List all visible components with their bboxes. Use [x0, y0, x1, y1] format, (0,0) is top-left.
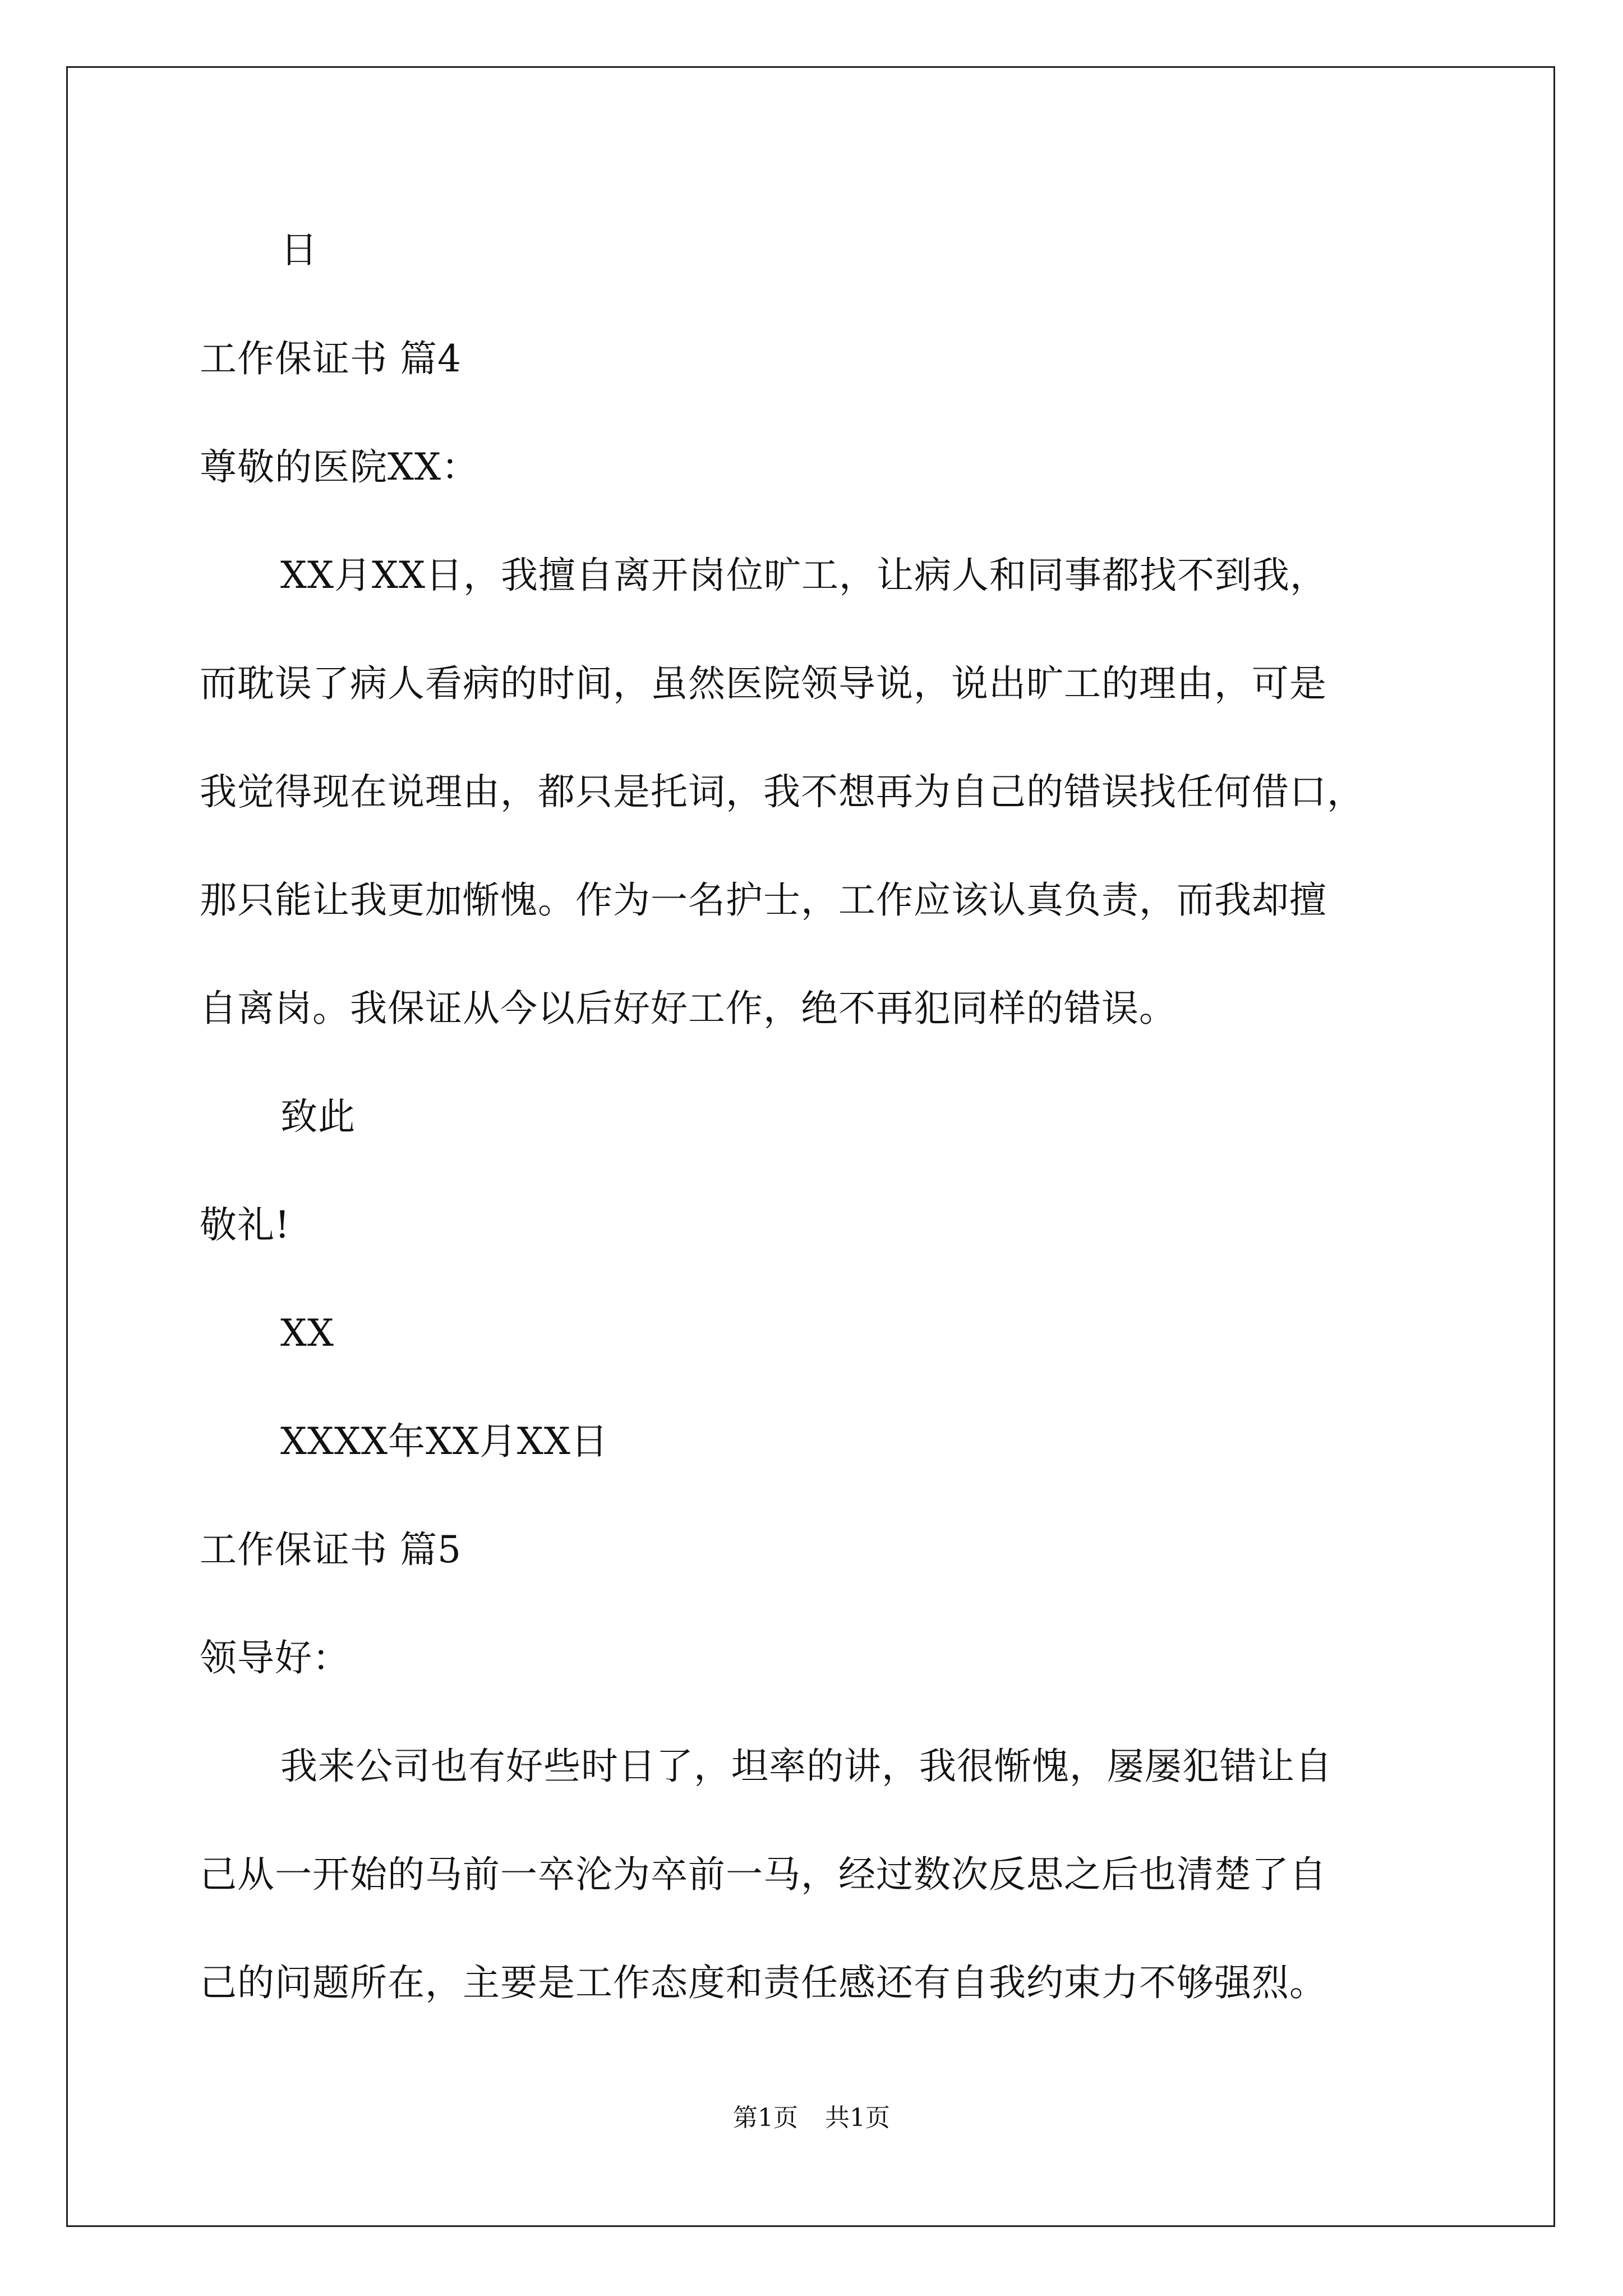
page-total: 共1页 — [825, 2104, 890, 2132]
body-2-line-3: 己的问题所在，主要是工作态度和责任感还有自我约束力不够强烈。 — [200, 1961, 1327, 2004]
body-line-2: 而耽误了病人看病的时间，虽然医院领导说，说出旷工的理由，可是 — [200, 662, 1327, 705]
section-heading-4: 工作保证书 篇4 — [200, 337, 462, 380]
body-2-line-2: 己从一开始的马前一卒沦为卒前一马，经过数次反思之后也清楚了自 — [200, 1853, 1327, 1896]
page-border — [66, 66, 1555, 2227]
body-line-4: 那只能让我更加惭愧。作为一名护士，工作应该认真负责，而我却擅 — [200, 878, 1327, 922]
body-line-3: 我觉得现在说理由，都只是托词，我不想再为自己的错误找任何借口， — [200, 770, 1364, 813]
page-footer — [0, 2102, 1623, 2134]
signature-date: XXXX年XX月XX日 — [280, 1420, 608, 1463]
section-heading-5: 工作保证书 篇5 — [200, 1528, 462, 1571]
date-fragment: 日 — [280, 228, 318, 272]
body-2-line-1: 我来公司也有好些时日了，坦率的讲，我很惭愧，屡屡犯错让自 — [280, 1745, 1332, 1788]
page-number: 第1页 — [733, 2104, 798, 2132]
body-line-1: XX月XX日，我擅自离开岗位旷工，让病人和同事都找不到我， — [280, 554, 1327, 597]
closing-phrase: 致此 — [280, 1095, 356, 1138]
regards: 敬礼! — [200, 1203, 291, 1246]
body-line-5: 自离岗。我保证从今以后好好工作，绝不再犯同样的错误。 — [200, 987, 1177, 1030]
salutation: 尊敬的医院XX： — [200, 445, 479, 489]
signature-name: XX — [280, 1312, 334, 1355]
salutation-2: 领导好： — [200, 1636, 350, 1680]
